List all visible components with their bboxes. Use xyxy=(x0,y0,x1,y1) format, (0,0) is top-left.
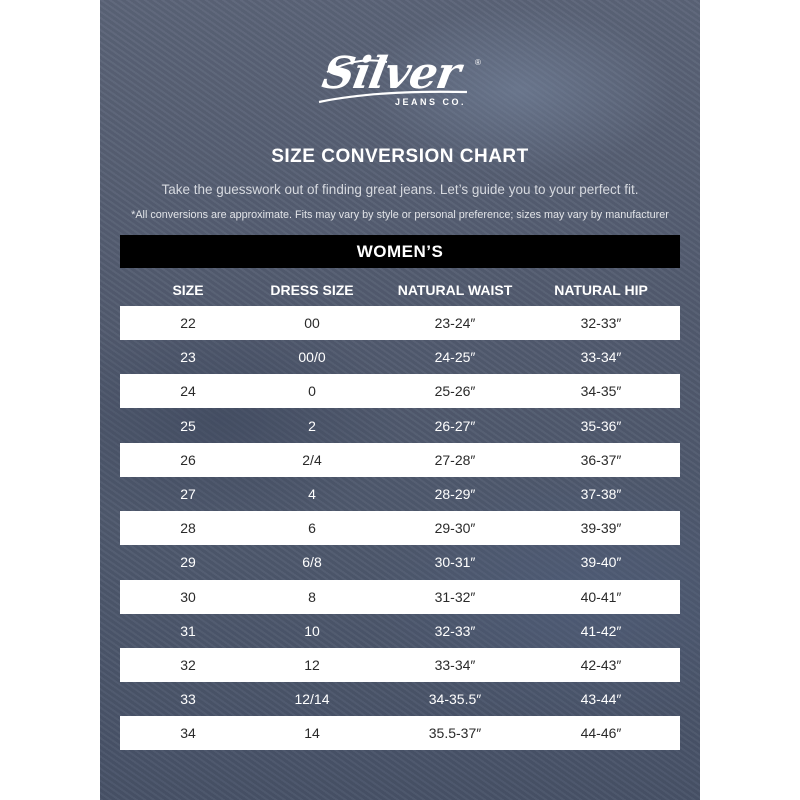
page-subtitle: Take the guesswork out of finding great jeans. Let’s guide you to your perfect fit. xyxy=(161,182,639,197)
page-title: SIZE CONVERSION CHART xyxy=(271,146,529,167)
cell-natural-waist: 27-28″ xyxy=(434,451,476,468)
table-row xyxy=(120,511,680,545)
cell-natural-hip: 37-38″ xyxy=(580,486,622,502)
cell-dress-size: 12/14 xyxy=(294,691,330,708)
cell-dress-size: 8 xyxy=(308,588,316,605)
cell-size: 23 xyxy=(180,349,196,366)
cell-natural-waist: 29-30″ xyxy=(434,520,476,537)
cell-natural-hip: 32-33″ xyxy=(580,315,622,331)
logo-tagline: JEANS CO. xyxy=(395,97,467,107)
section-header-womens: WOMEN’S xyxy=(120,235,680,268)
cell-dress-size: 6 xyxy=(308,520,316,537)
cell-dress-size: 12 xyxy=(304,657,320,673)
cell-natural-waist: 28-29″ xyxy=(434,486,476,502)
cell-natural-hip: 43-44″ xyxy=(580,691,622,708)
table-row xyxy=(120,545,680,579)
column-header-natural-waist: NATURAL WAIST xyxy=(397,282,513,298)
cell-dress-size: 4 xyxy=(308,486,316,502)
cell-natural-waist: 35.5-37″ xyxy=(428,725,482,742)
table-row xyxy=(120,477,680,511)
cell-dress-size: 0 xyxy=(308,383,316,400)
cell-natural-hip: 35-36″ xyxy=(580,417,622,434)
column-header-dress-size: DRESS SIZE xyxy=(270,282,354,298)
cell-size: 24 xyxy=(180,383,196,400)
cell-size: 30 xyxy=(180,588,196,605)
column-header-natural-hip: NATURAL HIP xyxy=(554,282,648,298)
cell-natural-waist: 25-26″ xyxy=(434,383,476,400)
table-row xyxy=(120,682,680,716)
table-row xyxy=(120,716,680,750)
cell-natural-hip: 42-43″ xyxy=(580,657,622,673)
cell-size: 31 xyxy=(180,622,196,639)
cell-natural-waist: 31-32″ xyxy=(434,588,476,605)
table-row xyxy=(120,648,680,682)
cell-size: 29 xyxy=(180,554,196,571)
cell-size: 32 xyxy=(180,657,196,673)
cell-natural-hip: 36-37″ xyxy=(580,451,622,468)
table-row xyxy=(120,374,680,408)
cell-dress-size: 14 xyxy=(304,725,320,742)
cell-natural-hip: 39-39″ xyxy=(580,520,622,537)
logo-wordmark: Silver xyxy=(318,48,464,99)
table-row xyxy=(120,580,680,614)
cell-size: 28 xyxy=(180,520,196,537)
column-header-size: SIZE xyxy=(172,282,204,298)
cell-dress-size: 2/4 xyxy=(302,451,322,468)
table-row xyxy=(120,409,680,443)
cell-natural-waist: 26-27″ xyxy=(434,417,476,434)
cell-size: 27 xyxy=(180,486,196,502)
registered-mark: ® xyxy=(475,58,481,67)
cell-dress-size: 00/0 xyxy=(298,349,326,366)
cell-natural-hip: 33-34″ xyxy=(580,349,622,366)
cell-natural-waist: 32-33″ xyxy=(434,622,476,639)
cell-size: 22 xyxy=(180,315,196,331)
cell-size: 33 xyxy=(180,691,196,708)
table-row xyxy=(120,340,680,374)
cell-dress-size: 6/8 xyxy=(302,554,322,571)
denim-background-panel xyxy=(100,0,700,800)
table-header-row xyxy=(120,282,680,302)
cell-natural-waist: 30-31″ xyxy=(434,554,476,571)
cell-dress-size: 2 xyxy=(308,417,316,434)
cell-dress-size: 10 xyxy=(304,622,320,639)
cell-natural-waist: 24-25″ xyxy=(434,349,476,366)
cell-natural-hip: 39-40″ xyxy=(580,554,622,571)
cell-size: 34 xyxy=(180,725,196,742)
cell-natural-hip: 40-41″ xyxy=(580,588,622,605)
cell-natural-waist: 33-34″ xyxy=(434,657,476,673)
cell-natural-hip: 44-46″ xyxy=(580,725,622,742)
cell-natural-waist: 23-24″ xyxy=(434,315,476,331)
cell-natural-hip: 34-35″ xyxy=(580,383,622,400)
cell-natural-waist: 34-35.5″ xyxy=(428,691,482,708)
cell-natural-hip: 41-42″ xyxy=(580,622,622,639)
cell-size: 26 xyxy=(180,451,196,468)
silver-jeans-logo xyxy=(317,48,485,112)
cell-size: 25 xyxy=(180,417,196,434)
cell-dress-size: 00 xyxy=(304,315,320,331)
table-row xyxy=(120,443,680,477)
disclaimer-note: *All conversions are approximate. Fits may vary by style or personal preference; sizes may vary by manufacturer xyxy=(131,209,669,221)
table-row xyxy=(120,306,680,340)
table-row xyxy=(120,614,680,648)
